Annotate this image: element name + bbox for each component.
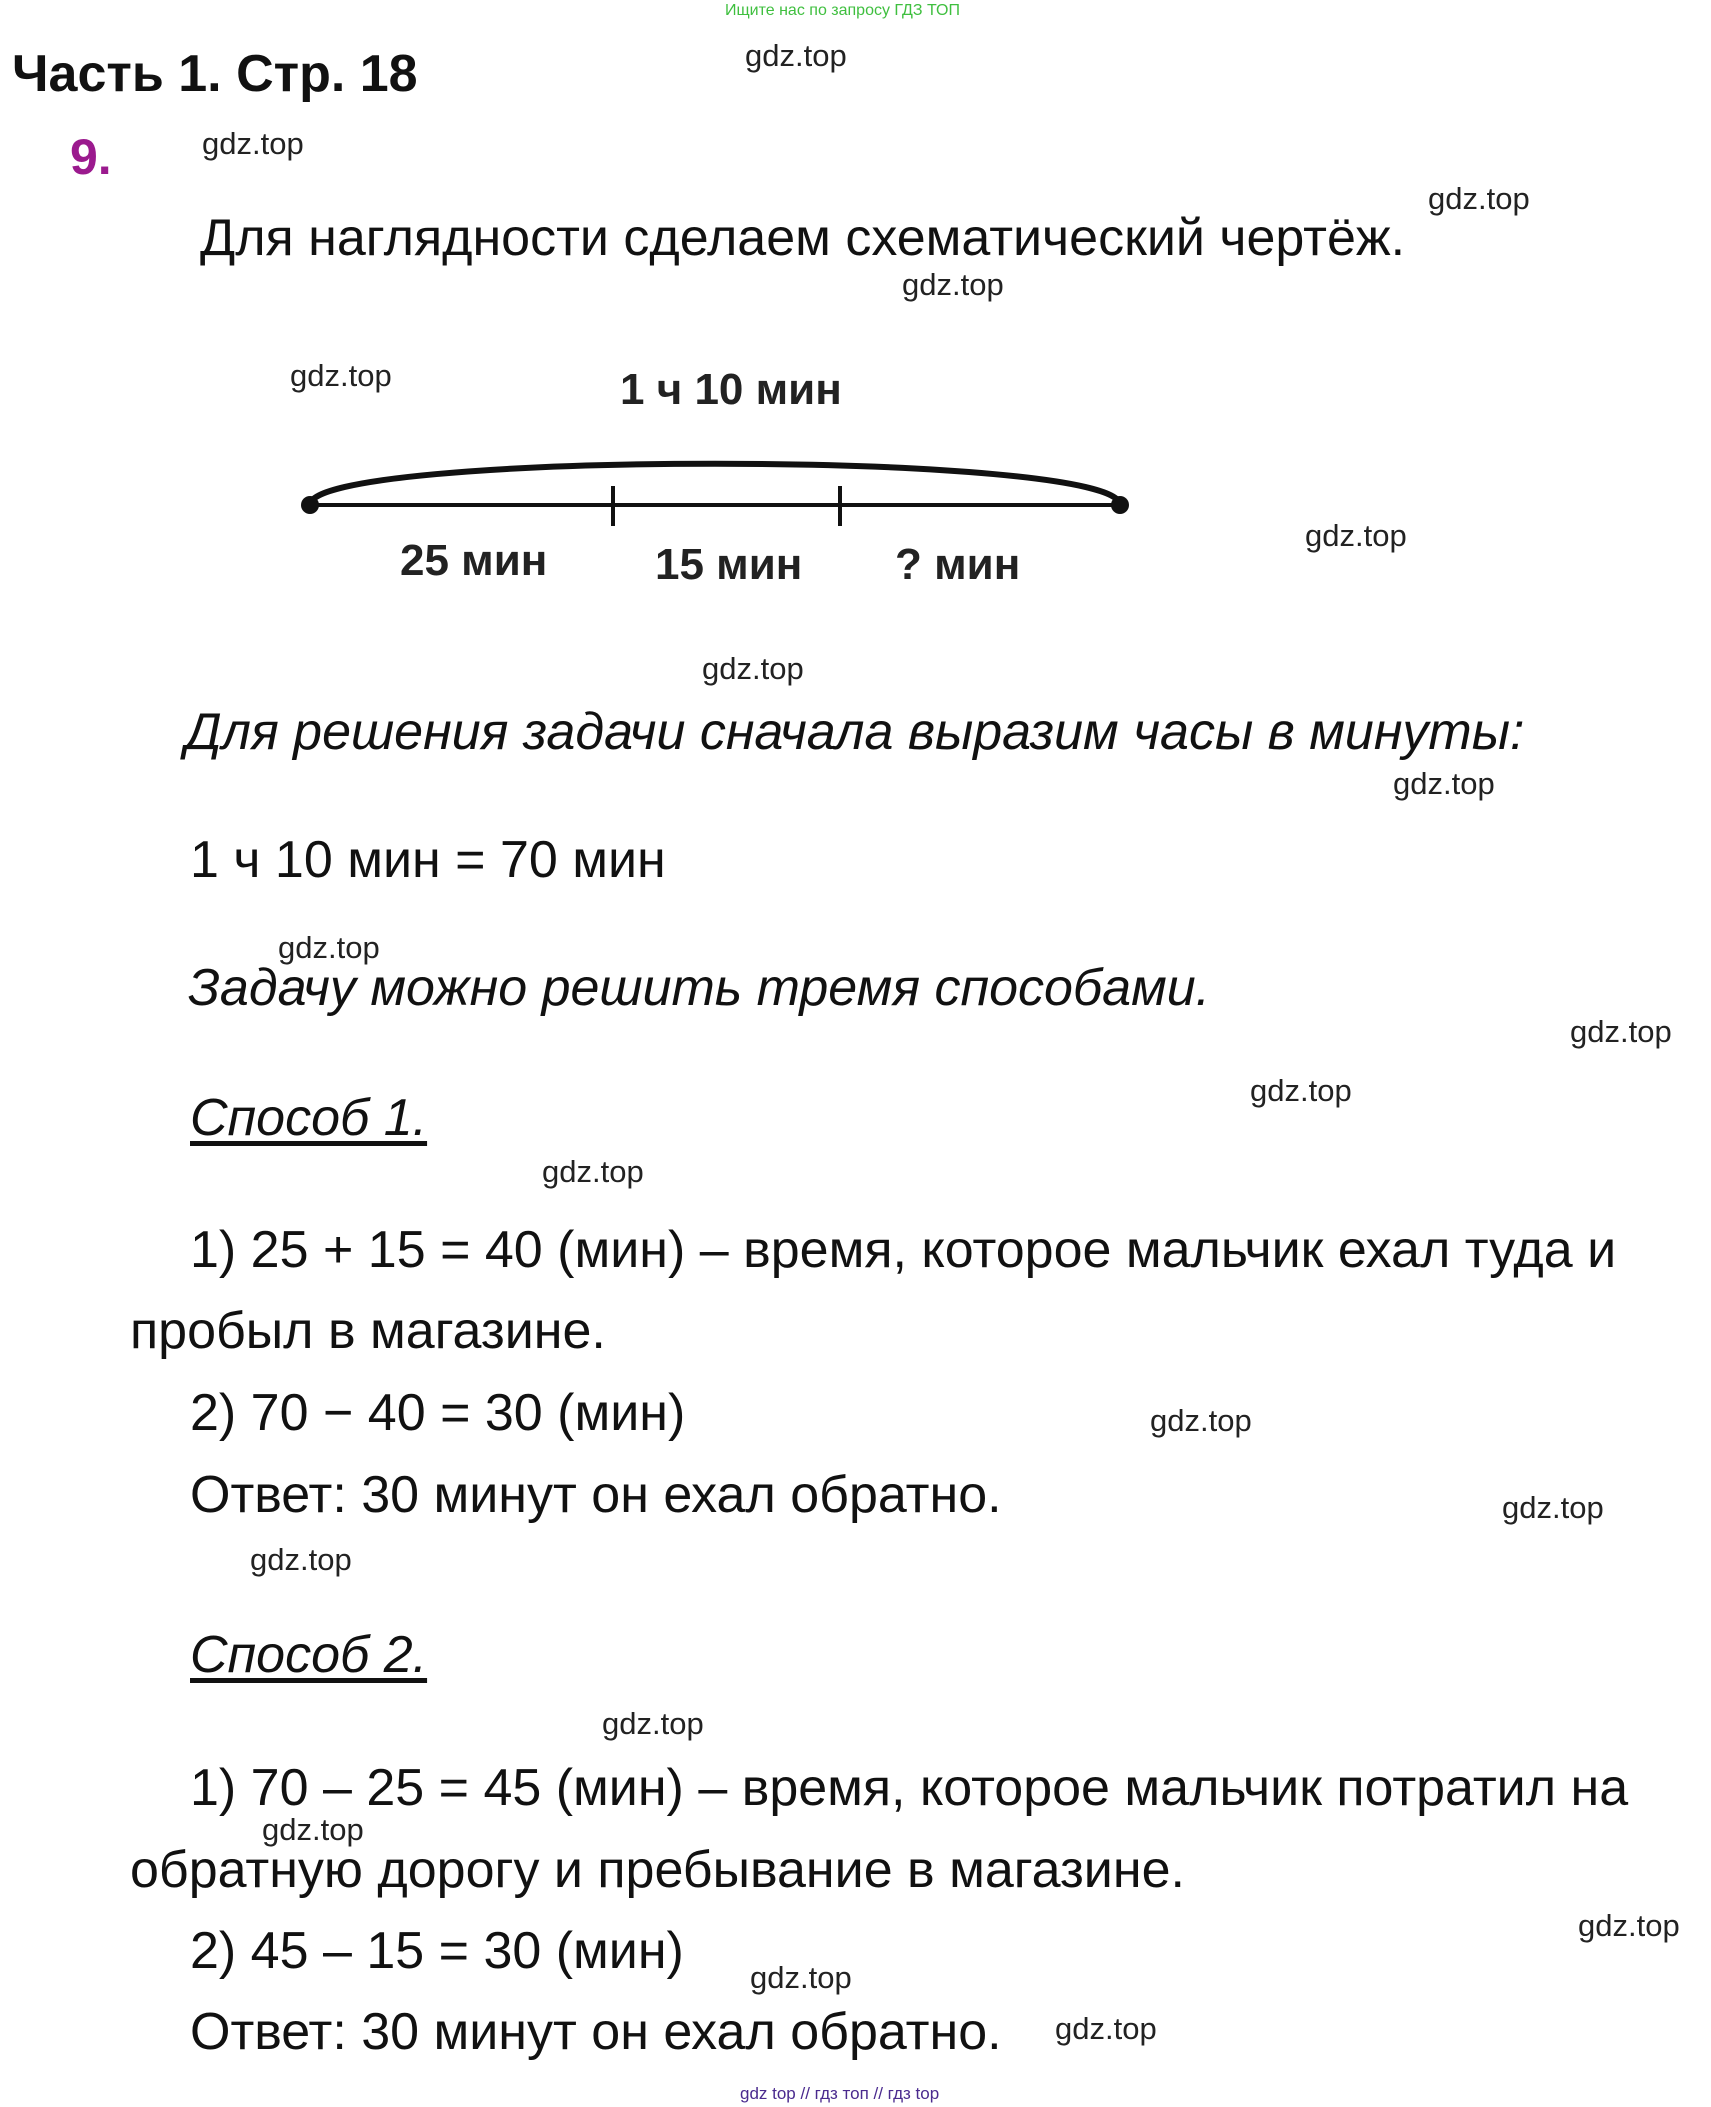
watermark: gdz.top: [1502, 1490, 1604, 1525]
watermark: gdz.top: [1570, 1014, 1672, 1049]
watermark: gdz.top: [202, 126, 304, 161]
watermark: gdz.top: [1578, 1908, 1680, 1943]
search-banner: Ищите нас по запросу ГДЗ ТОП: [725, 2, 960, 19]
method-1-heading: Способ 1.: [190, 1089, 428, 1147]
watermark: gdz.top: [750, 1960, 852, 1995]
watermark: gdz.top: [542, 1154, 644, 1189]
task-number: 9.: [70, 129, 112, 185]
watermark: gdz.top: [262, 1812, 364, 1847]
diagram-start-point: [301, 496, 319, 514]
method-1-line-2: 2) 70 − 40 = 30 (мин): [190, 1384, 686, 1442]
watermark: gdz.top: [902, 267, 1004, 302]
watermark: gdz.top: [702, 651, 804, 686]
diagram-end-point: [1111, 496, 1129, 514]
method-2-line-1a: 1) 70 – 25 = 45 (мин) – время, которое мальчик потратил на: [190, 1759, 1629, 1817]
intro-text: Для наглядности сделаем схематический чертёж.: [200, 209, 1406, 267]
watermark: gdz.top: [1250, 1073, 1352, 1108]
method-2-heading: Способ 2.: [190, 1626, 428, 1684]
watermark: gdz.top: [1428, 181, 1530, 216]
watermark: gdz.top: [1305, 518, 1407, 553]
watermark: gdz.top: [250, 1542, 352, 1577]
watermark: gdz.top: [290, 358, 392, 393]
methods-intro: Задачу можно решить тремя способами.: [188, 959, 1211, 1017]
page-title: Часть 1. Стр. 18: [12, 45, 418, 103]
watermark: gdz.top: [1150, 1403, 1252, 1438]
watermark: gdz.top: [602, 1706, 704, 1741]
footer-text: gdz top // гдз топ // гдз top: [740, 2084, 940, 2103]
diagram-segment-3-label: ? мин: [895, 540, 1021, 589]
conversion-text: 1 ч 10 мин = 70 мин: [190, 831, 666, 889]
method-1-line-1a: 1) 25 + 15 = 40 (мин) – время, которое мальчик ехал туда и: [190, 1221, 1617, 1279]
diagram-brace: [310, 464, 1120, 505]
step-hours-text: Для решения задачи сначала выразим часы в минуты:: [185, 703, 1525, 761]
diagram-segment-2-label: 15 мин: [655, 540, 803, 589]
method-2-answer: Ответ: 30 минут он ехал обратно.: [190, 2003, 1002, 2061]
watermark: gdz.top: [1393, 766, 1495, 801]
method-1-answer: Ответ: 30 минут он ехал обратно.: [190, 1466, 1002, 1524]
diagram-total-label: 1 ч 10 мин: [620, 365, 842, 414]
diagram-segment-1-label: 25 мин: [400, 536, 548, 585]
method-1-line-1b: пробыл в магазине.: [130, 1302, 606, 1360]
watermark: gdz.top: [745, 38, 847, 73]
watermark: gdz.top: [278, 930, 380, 965]
method-2-line-1b: обратную дорогу и пребывание в магазине.: [130, 1841, 1185, 1899]
watermark: gdz.top: [1055, 2011, 1157, 2046]
method-2-line-2: 2) 45 – 15 = 30 (мин): [190, 1922, 684, 1980]
segment-diagram: [270, 350, 1170, 610]
